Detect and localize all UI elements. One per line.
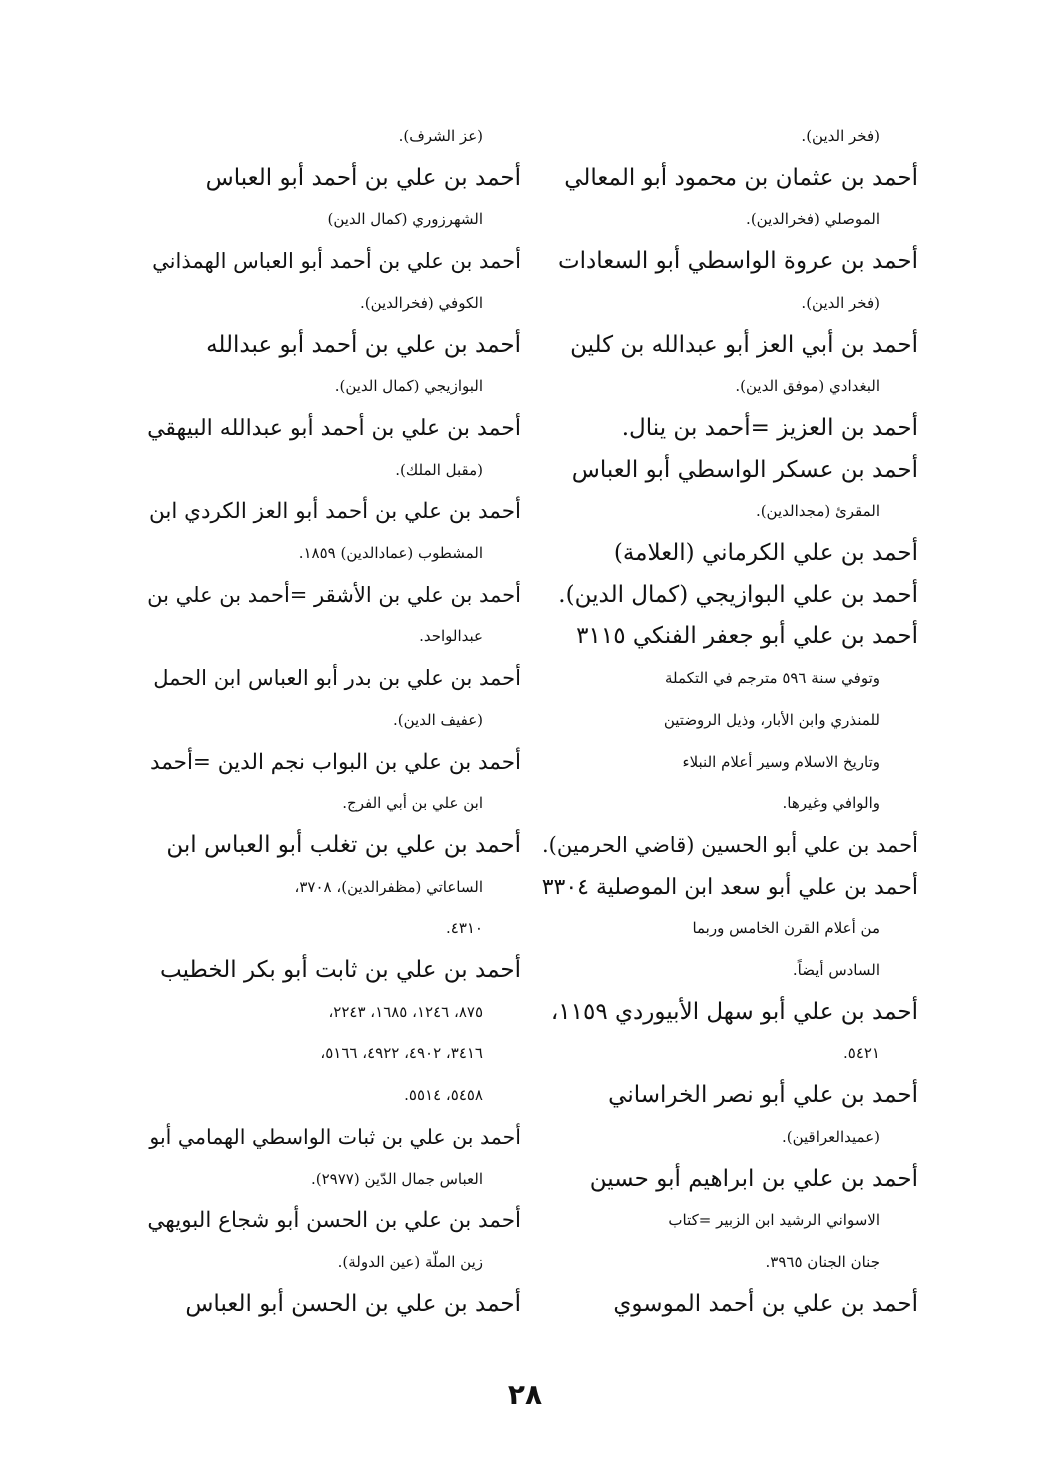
entry-line: أحمد بن عسكر الواسطي أبو العباس	[571, 456, 918, 483]
entry-line: أحمد بن علي البوازيجي (كمال الدين).	[558, 581, 918, 608]
entry-continuation-line: الموصلي (فخرالدين).	[746, 210, 880, 229]
entry-line: أحمد بن علي بن ثابت أبو بكر الخطيب	[160, 957, 521, 984]
entry-continuation-line: (مقبل الملك).	[395, 460, 483, 479]
entry-continuation-line: جنان الجنان ٣٩٦٥.	[765, 1252, 880, 1271]
entry-continuation-line: ٥٤٥٨، ٥٥١٤.	[404, 1086, 483, 1105]
entry-continuation-line: المقرئ (مجدالدين).	[755, 502, 880, 521]
entry-continuation-line: العباس جمال الدّين (٢٩٧٧).	[310, 1169, 483, 1188]
entry-line: أحمد بن علي بن البواب نجم الدين =أحمد	[149, 749, 521, 775]
entry-line: أحمد بن علي أبو سعد ابن الموصلية ٣٣٠٤	[541, 874, 918, 900]
entry-line: أحمد بن علي أبو جعفر الفنكي ٣١١٥	[576, 623, 918, 650]
entry-continuation-line: البغدادي (موفق الدين).	[735, 377, 880, 396]
entry-line: أحمد بن علي بن أحمد أبو عبدالله البيهقي	[147, 415, 521, 441]
entry-line: أحمد بن علي أبو نصر الخراساني	[608, 1082, 918, 1109]
left-column	[145, 116, 521, 1325]
entry-continuation-line: ٣٤١٦، ٤٩٠٢، ٤٩٢٢، ٥١٦٦،	[320, 1044, 483, 1063]
entry-continuation-line: (فخر الدين).	[801, 293, 880, 312]
entry-continuation-line: (عز الشرف).	[398, 127, 483, 145]
entry-continuation-line: ابن علي بن أبي الفرج.	[342, 794, 483, 813]
entry-continuation-line: (فخر الدين).	[801, 127, 880, 145]
entry-continuation-line: الاسواني الرشيد ابن الزبير =كتاب	[668, 1211, 880, 1230]
entry-continuation-line: ٨٧٥، ١٢٤٦، ١٦٨٥، ٢٢٤٣،	[328, 1002, 483, 1021]
entry-continuation-line: والوافي وغيرها.	[782, 794, 880, 813]
entry-line: أحمد بن علي بن الحسن أبو العباس	[185, 1290, 521, 1317]
entry-line: أحمد بن علي أبو سهل الأبيوردي ١١٥٩،	[550, 998, 918, 1025]
entry-line: أحمد بن علي بن ثبات الواسطي الهمامي أبو	[149, 1124, 521, 1149]
entry-line: أحمد بن علي بن أحمد أبو عبدالله	[206, 331, 521, 358]
entry-line: أحمد بن علي بن بدر أبو العباس ابن الحمل	[153, 666, 521, 691]
entry-line: أحمد بن علي بن أحمد أبو العباس	[205, 164, 521, 191]
entry-continuation-line: ٤٣١٠.	[445, 919, 483, 938]
entry-line: أحمد بن عروة الواسطي أبو السعادات	[558, 248, 918, 275]
entry-line: أحمد بن عثمان بن محمود أبو المعالي	[564, 164, 918, 191]
entry-continuation-line: البوازيجي (كمال الدين).	[334, 377, 483, 396]
entry-continuation-line: من أعلام القرن الخامس وربما	[692, 919, 880, 938]
entry-line: أحمد بن أبي العز أبو عبدالله بن كلين	[570, 331, 918, 358]
entry-line: أحمد بن علي الكرماني (العلامة)	[613, 540, 918, 567]
entry-continuation-line: الشهرزوري (كمال الدين)	[327, 210, 483, 229]
entry-continuation-line: للمنذري وابن الأبار، وذيل الروضتين	[663, 710, 880, 729]
entry-continuation-line: ٥٤٢١.	[842, 1044, 880, 1063]
entry-continuation-line: زين الملّة (عين الدولة).	[337, 1252, 483, 1271]
page-number: ٢٨	[507, 1378, 543, 1411]
entry-continuation-line: السادس أيضاً.	[792, 961, 880, 980]
entry-continuation-line: (عفيف الدين).	[392, 710, 483, 729]
entry-line: أحمد بن علي بن أحمد أبو العباس الهمذاني	[152, 249, 521, 274]
entry-continuation-line: (عميدالعراقين).	[781, 1127, 880, 1146]
entry-line: أحمد بن علي بن ابراهيم أبو حسين	[589, 1165, 918, 1192]
entry-continuation-line: الساعاتي (مظفرالدين)، ٣٧٠٨،	[294, 877, 483, 896]
entry-continuation-line: الكوفي (فخرالدين).	[359, 293, 483, 312]
entry-line: أحمد بن العزيز =أحمد بن ينال.	[621, 414, 918, 441]
entry-line: أحمد بن علي بن الحسن أبو شجاع البويهي	[147, 1208, 521, 1234]
entry-continuation-line: وتوفي سنة ٥٩٦ مترجم في التكملة	[665, 669, 880, 688]
entry-continuation-line: وتاريخ الاسلام وسير أعلام النبلاء	[682, 752, 880, 771]
entry-continuation-line: عبدالواحد.	[419, 627, 483, 646]
right-column	[542, 116, 918, 1325]
entry-line: أحمد بن علي بن أحمد الموسوي	[613, 1290, 918, 1317]
entry-line: أحمد بن علي بن تغلب أبو العباس ابن	[166, 831, 521, 858]
entry-line: أحمد بن علي بن أحمد أبو العز الكردي ابن	[148, 499, 521, 525]
entry-continuation-line: المشطوب (عمادالدين) ١٨٥٩.	[298, 544, 483, 563]
entry-line: أحمد بن علي أبو الحسين (قاضي الحرمين).	[541, 832, 918, 857]
entry-line: أحمد بن علي بن الأشقر =أحمد بن علي بن	[147, 582, 521, 607]
